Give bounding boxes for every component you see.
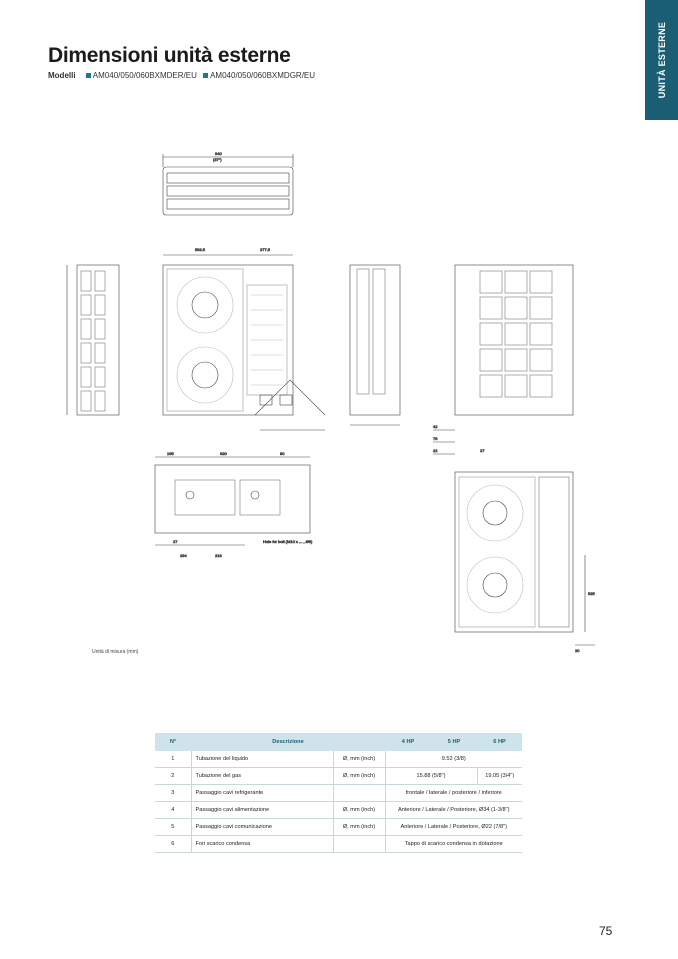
- left-side-view: [67, 265, 119, 415]
- right-side-view: [350, 265, 400, 425]
- top-view: [163, 154, 293, 215]
- model-item: AM040/050/060BXMDER/EU: [92, 71, 197, 80]
- table-row: [155, 768, 522, 785]
- row-unit: Ø, mm (inch): [333, 802, 385, 819]
- row-description: Fori scarico condensa: [191, 836, 333, 853]
- row-unit: Ø, mm (inch): [333, 751, 385, 768]
- dim-base-f: 218: [215, 553, 222, 558]
- row-unit: Ø, mm (inch): [333, 768, 385, 785]
- row-unit: [333, 836, 385, 853]
- row-unit: Ø, mm (inch): [333, 819, 385, 836]
- dim-top-width-in: (37"): [213, 157, 222, 162]
- row-unit: [333, 785, 385, 802]
- table-row: [155, 785, 522, 802]
- dim-top-width: 940: [215, 151, 222, 156]
- dim-base-b: 620: [220, 451, 227, 456]
- header-description: Descrizione: [191, 733, 385, 751]
- table-row: [155, 836, 522, 853]
- square-bullet-icon: [86, 73, 91, 78]
- table-row: [155, 802, 522, 819]
- technical-drawing: [55, 145, 615, 660]
- table-row: [155, 751, 522, 768]
- row-number: 3: [155, 785, 191, 802]
- dim-detail-a: 525: [588, 591, 595, 596]
- row-value: Anteriore / Laterale / Posteriore, Ø22 (7/8"): [385, 819, 522, 836]
- header-4hp: 4 HP: [385, 733, 431, 751]
- section-tab-label: UNITÀ ESTERNE: [656, 21, 667, 99]
- back-view: [433, 265, 573, 454]
- dim-front-a: 582.5: [195, 247, 206, 252]
- row-value-6hp: 19.05 (3/4"): [477, 768, 522, 785]
- row-number: 6: [155, 836, 191, 853]
- dim-side-f: 27: [480, 448, 485, 453]
- dim-side-e: 22: [433, 448, 438, 453]
- row-number: 4: [155, 802, 191, 819]
- dim-base-c: 80: [280, 451, 285, 456]
- front-pipe-detail: [255, 380, 325, 430]
- row-value: Tappo di scarico condensa in dotazione: [385, 836, 522, 853]
- row-value: 9.52 (3/8): [385, 751, 522, 768]
- table-row: [155, 819, 522, 836]
- dim-side-c: 42: [433, 424, 438, 429]
- row-number: 5: [155, 819, 191, 836]
- models-line: [48, 71, 315, 80]
- row-description: Tubazione del gas: [191, 768, 333, 785]
- row-description: Passaggio cavi refrigerante: [191, 785, 333, 802]
- hole-note: Hole for bolt (M10 x ... , Ø8): [263, 539, 313, 544]
- units-note: Unità di misura (mm): [92, 649, 139, 655]
- dim-base-d: 27: [173, 539, 178, 544]
- base-view: [155, 457, 310, 545]
- row-description: Tubazione del liquido: [191, 751, 333, 768]
- dim-base-a: 165: [167, 451, 174, 456]
- models-label: Modelli: [48, 71, 76, 80]
- model-item: AM040/050/060BXMDGR/EU: [210, 71, 316, 80]
- page-number: 75: [599, 924, 613, 938]
- row-description: Passaggio cavi comunicazione: [191, 819, 333, 836]
- front-view: [163, 255, 293, 415]
- row-description: Passaggio cavi alimentazione: [191, 802, 333, 819]
- square-bullet-icon: [203, 73, 208, 78]
- page-title: Dimensioni unità esterne: [48, 44, 291, 67]
- row-number: 2: [155, 768, 191, 785]
- row-value: Anteriore / Laterale / Posteriore, Ø34 (1-3/8"): [385, 802, 522, 819]
- dim-side-d: 78: [433, 436, 438, 441]
- internal-view: [455, 472, 595, 645]
- header-6hp: 6 HP: [477, 733, 522, 751]
- row-value: frontale / laterale / posteriore / inferiore: [385, 785, 522, 802]
- header-5hp: 5 HP: [431, 733, 477, 751]
- row-value: 15.88 (5/8"): [385, 768, 477, 785]
- table-header-row: [155, 733, 522, 751]
- header-number: N°: [155, 733, 191, 751]
- dim-detail-b: 20: [575, 648, 580, 653]
- section-tab: [645, 0, 678, 120]
- dim-base-e: 294: [180, 553, 187, 558]
- dim-front-b: 277.5: [260, 247, 271, 252]
- row-number: 1: [155, 751, 191, 768]
- specs-table: [155, 733, 522, 853]
